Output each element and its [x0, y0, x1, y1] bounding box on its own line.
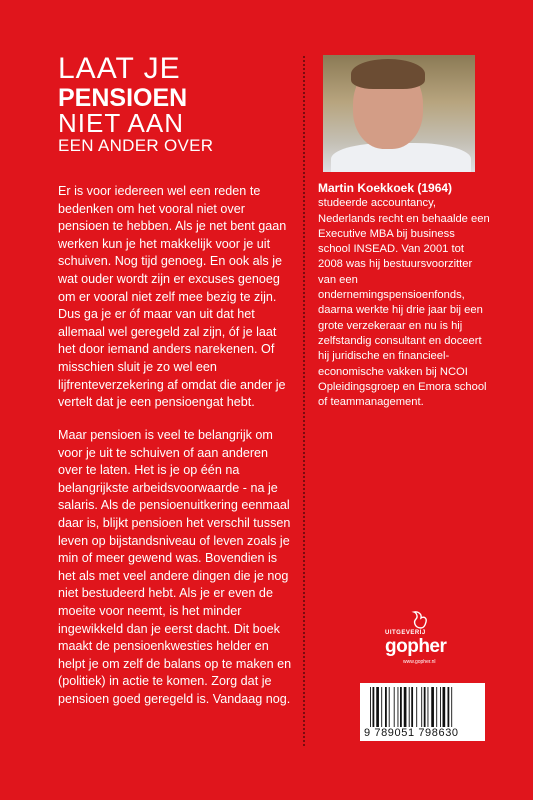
publisher-name: gopher — [385, 636, 447, 657]
barcode-bar — [416, 687, 417, 727]
barcode-bar — [443, 687, 446, 727]
barcode-bar — [400, 687, 402, 727]
barcode-bar — [451, 687, 452, 727]
title-line-4: EEN ANDER OVER — [58, 136, 214, 155]
barcode-bar — [381, 687, 382, 727]
barcode — [360, 683, 485, 741]
blurb-paragraph-1: Er is voor iedereen wel een reden te bedenken om het vooral niet over pensioen te hebben. Als je net bent gaan werken kun je het makkelijk voor je uit schuiven. Nog tijd genoeg. En ook als je wat ouder wordt zijn er excuses genoeg om er vooral niet zelf mee bezig te zijn. Dus ga je er óf maar van uit dat het allemaal wel geregeld zal zijn, óf je laat het door iemand anders narekenen. Of misschien sluit je zo wel een lijfrenteverzekering af omdat die ander je vertelt dat je een pensioengat hebt. — [58, 184, 287, 410]
publisher-label: UITGEVERIJ — [385, 630, 426, 636]
barcode-bar — [421, 687, 422, 727]
barcode-bar — [389, 687, 390, 727]
author-name: Martin Koekkoek (1964) — [318, 181, 453, 195]
author-photo — [323, 55, 475, 172]
barcode-bar — [394, 687, 395, 727]
barcode-bar — [424, 687, 426, 727]
author-bio-text: studeerde accountancy, Nederlands recht en behaalde een Executive MBA bij business school INSEAD. Van 2001 tot 2008 was hij bestuursvoorzitter van een ondernemingspensioenfonds, daarna werkte hij drie jaar bij een grote verzekeraar en nu is hij zelfstandig consultant en doceert hij juridische en financieel-economische vakken bij NCOI Opleidingsgroep en Emora school of teammanagement. — [318, 197, 490, 409]
barcode-bar — [398, 687, 399, 727]
isbn-number: 9 789051 798630 — [364, 727, 459, 739]
title-line-1: LAAT JE — [58, 52, 181, 85]
author-bio — [318, 181, 490, 410]
barcode-bar — [404, 687, 407, 727]
barcode-bar — [385, 687, 387, 727]
blurb-paragraph-2: Maar pensioen is veel te belangrijk om voor je uit te schuiven of aan anderen over te laten. Het is je op één na belangrijkste arbeidsvoorwaarde - na je salaris. Als de pensioenuitkering eenmaal daar is, blijkt pensioen het verschil tussen leven op bijstandsniveau of leven zoals je min of meer gewend was. Bovendien is het als met veel andere dingen die je nog niet bestudeerd hebt. Als je er even de moeite voor neemt, is het minder ingewikkeld dan je eerst dacht. Dit boek maakt de pensioenkwesties helder en helpt je om zelf de balans op te maken en (politiek) in actie te komen. Zorg dat je pensioen goed geregeld is. Vandaag nog. — [58, 428, 292, 706]
barcode-bar — [448, 687, 450, 727]
barcode-bar — [409, 687, 410, 727]
squirrel-icon — [407, 610, 431, 630]
publisher-website: www.gopher.nl — [403, 659, 436, 665]
barcode-bars — [370, 687, 480, 727]
book-title — [58, 54, 288, 154]
barcode-bar — [440, 687, 441, 727]
barcode-bar — [431, 687, 434, 727]
title-line-2: PENSIOEN — [58, 84, 188, 112]
barcode-bar — [376, 687, 379, 727]
barcode-bar — [411, 687, 413, 727]
barcode-bar — [428, 687, 429, 727]
barcode-bar — [370, 687, 371, 727]
barcode-bar — [373, 687, 375, 727]
barcode-bar — [436, 687, 437, 727]
dotted-divider — [303, 56, 305, 746]
title-line-3: NIET AAN — [58, 108, 185, 138]
publisher-logo — [385, 610, 455, 666]
